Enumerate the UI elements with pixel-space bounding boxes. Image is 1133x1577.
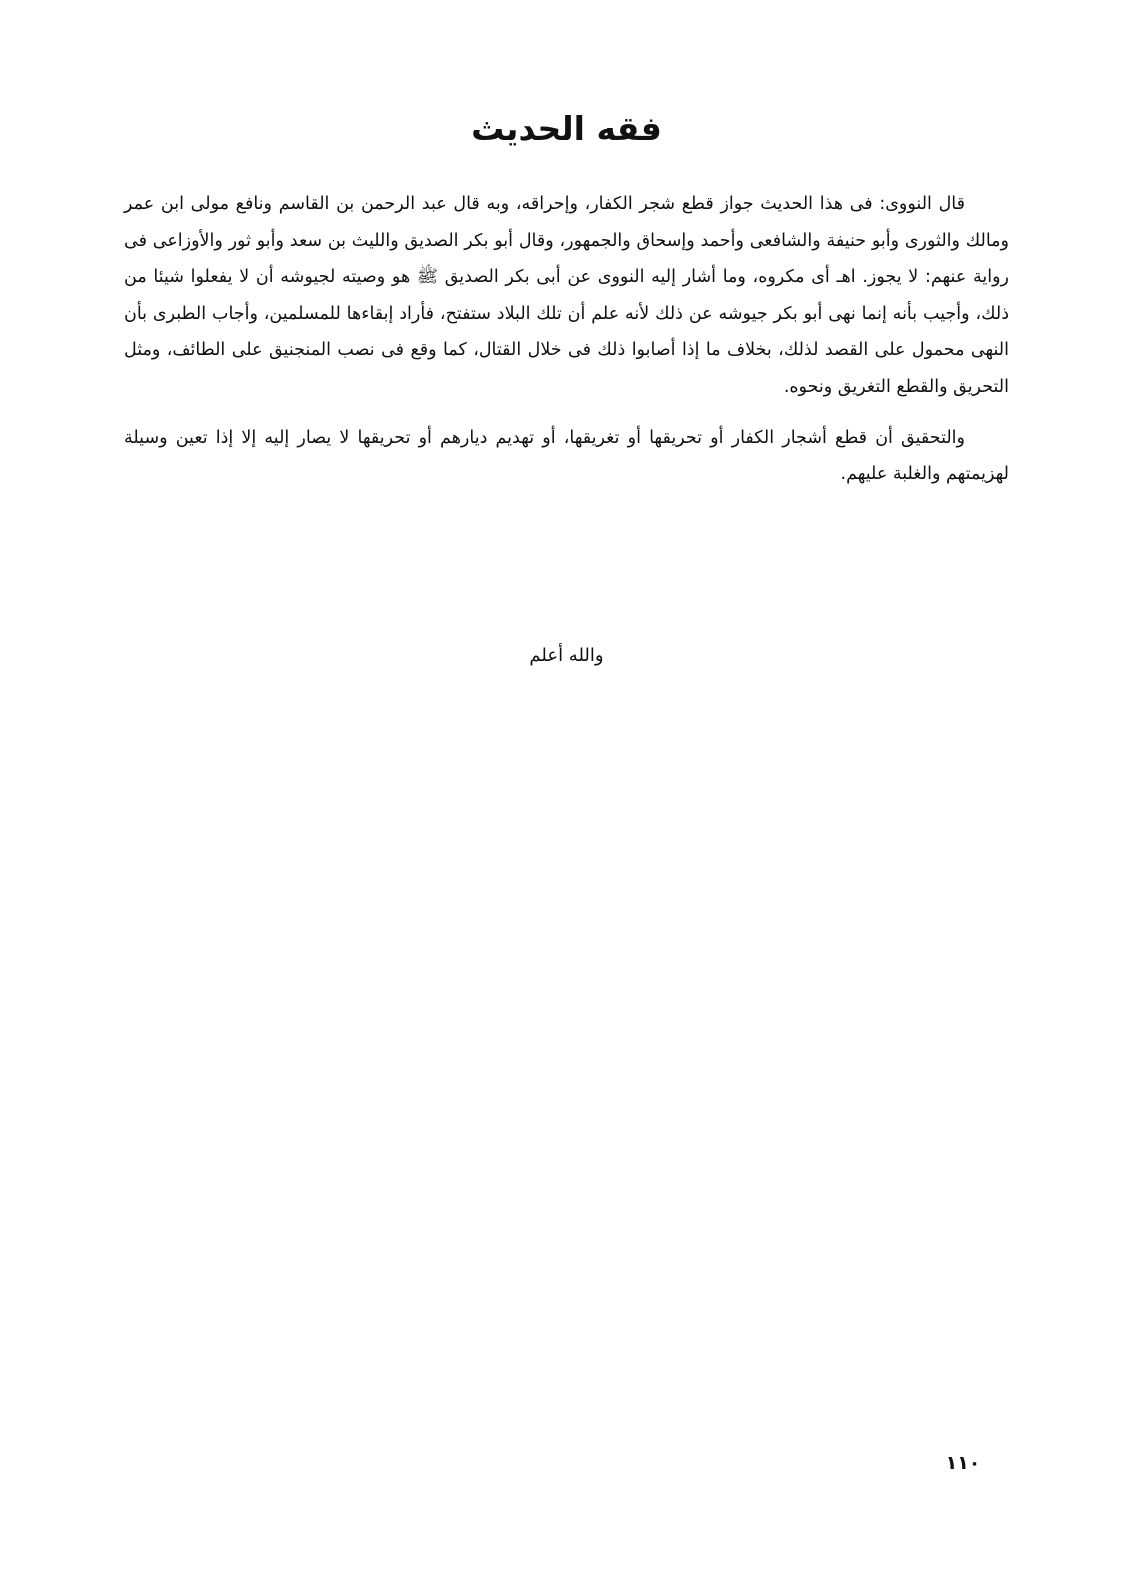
- body-text: [124, 186, 1009, 507]
- paragraph-1: قال النووى: فى هذا الحديث جواز قطع شجر الكفار، وإحراقه، وبه قال عبد الرحمن بن القاسم ونافع مولى ابن عمر ومالك والثورى وأبو حنيفة والشافعى وأحمد وإسحاق والجمهور، وقال أبو بكر الصديق والليث بن سعد وأبو ثور والأوزاعى فى رواية عنهم: لا يجوز. اهـ أى مكروه، وما أشار إليه النووى عن أبى بكر الصديق ﷺ هو وصيته لجيوشه أن لا يفعلوا شيئا من ذلك، وأجيب بأنه إنما نهى أبو بكر جيوشه عن ذلك لأنه علم أن تلك البلاد ستفتح، فأراد إبقاءها للمسلمين، وأجاب الطبرى بأن النهى محمول على القصد لذلك، بخلاف ما إذا أصابوا ذلك فى خلال القتال، كما وقع فى نصب المنجنيق على الطائف، ومثل التحريق والقطع التغريق ونحوه.: [124, 194, 1009, 397]
- paragraph-2: والتحقيق أن قطع أشجار الكفار أو تحريقها أو تغريقها، أو تهديم ديارهم أو تحريقها لا يصار إليه إلا إذا تعين وسيلة لهزيمتهم والغلبة عليهم.: [124, 427, 1009, 485]
- page-title: فقه الحديث: [471, 109, 662, 148]
- page-number: ١١٠: [945, 1452, 981, 1474]
- closing-phrase: والله أعلم: [529, 645, 604, 666]
